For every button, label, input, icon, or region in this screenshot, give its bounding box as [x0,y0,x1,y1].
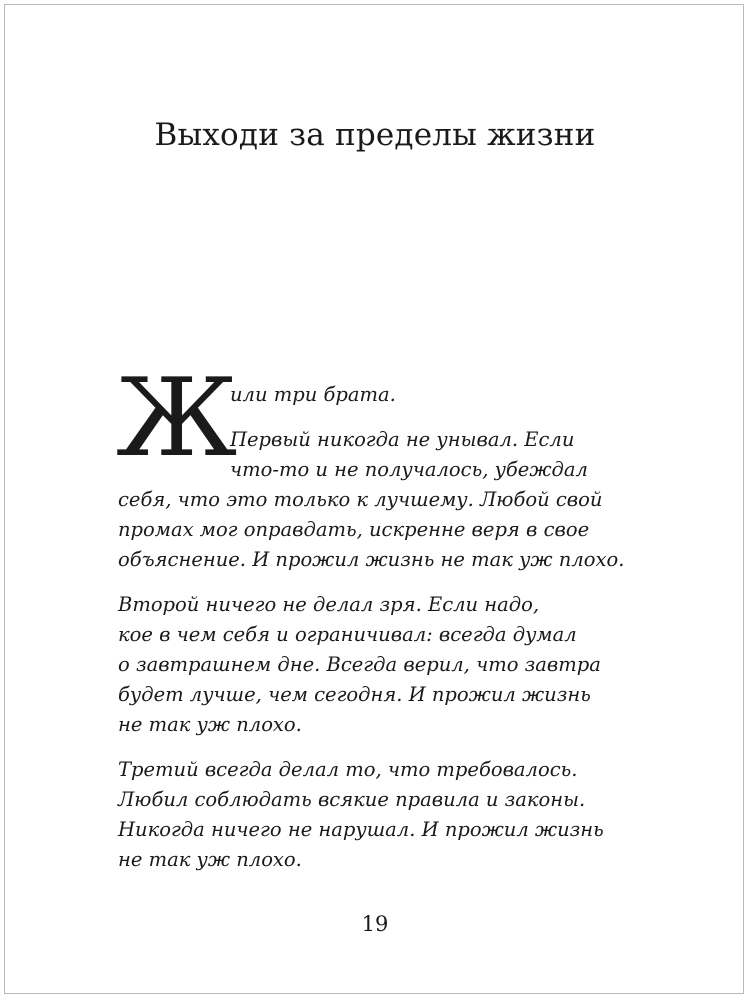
text-line: не так уж плохо. [118,848,302,871]
page-number: 19 [361,912,389,936]
text-line: кое в чем себя и ограничивал: всегда думал [118,623,577,646]
text-line: или три брата. [230,383,396,406]
drop-cap: Ж [116,356,238,481]
text-line: что-то и не получалось, убеждал [230,458,588,481]
text-line: не так уж плохо. [118,713,302,736]
text-line: Никогда ничего не нарушал. И прожил жизнь [118,818,604,841]
text-line: себя, что это только к лучшему. Любой свой [118,488,603,511]
text-line: Первый никогда не унывал. Если [230,428,575,451]
text-line: Второй ничего не делал зря. Если надо, [118,593,540,616]
text-line: о завтрашнем дне. Всегда верил, что завтра [118,653,601,676]
text-line: Любил соблюдать всякие правила и законы. [118,788,586,811]
book-page [4,4,744,994]
text-line: будет лучше, чем сегодня. И прожил жизнь [118,683,591,706]
text-line: промах мог оправдать, искренне веря в свое [118,518,590,541]
chapter-title: Выходи за пределы жизни [154,117,596,153]
text-line: объяснение. И прожил жизнь не так уж плохо. [118,548,625,571]
text-line: Третий всегда делал то, что требовалось. [118,758,578,781]
